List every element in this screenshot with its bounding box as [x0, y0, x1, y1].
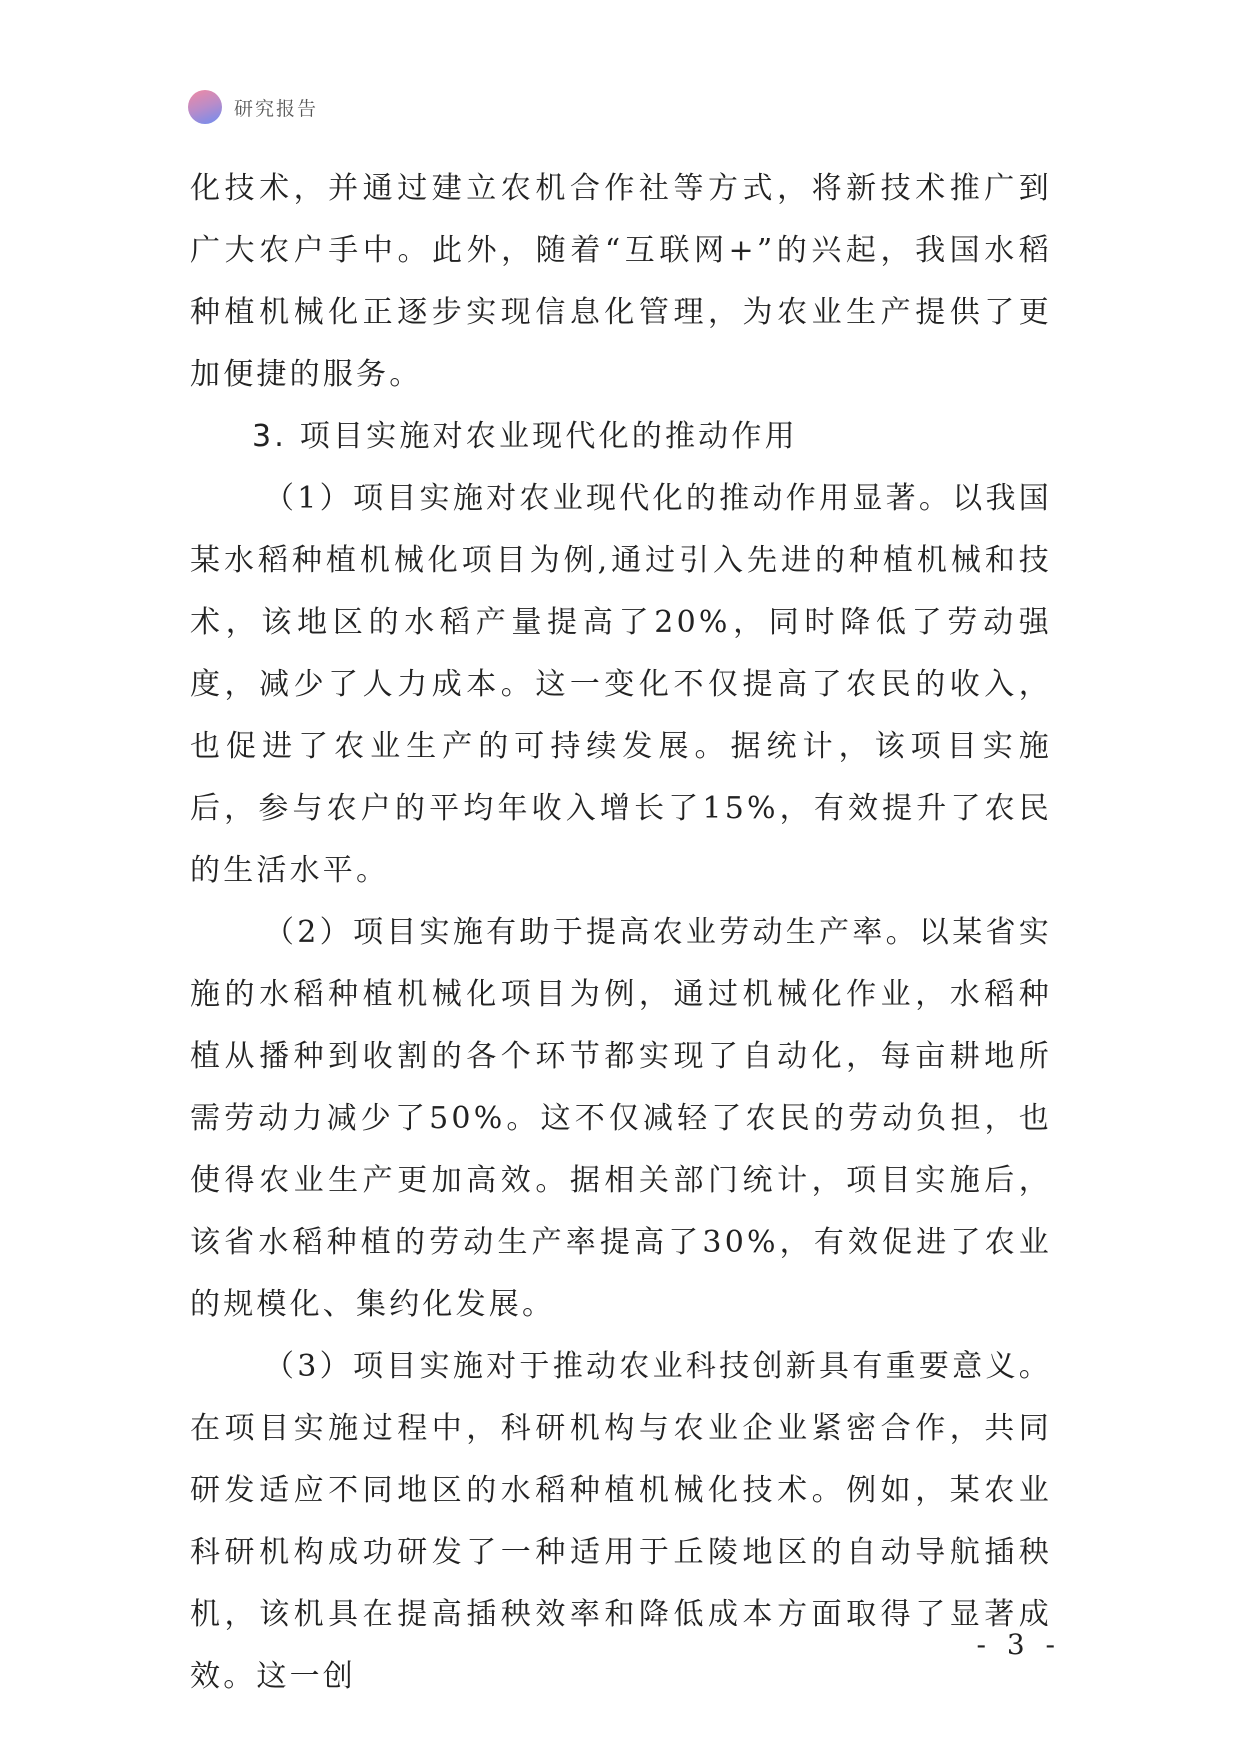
paragraph-3: （3）项目实施对于推动农业科技创新具有重要意义。在项目实施过程中，科研机构与农业企业紧密合作，共同研发适应不同地区的水稻种植机械化技术。例如，某农业科研机构成功研发了一种适用于丘陵地区的自动导航插秧机，该机具在提高插秧效率和降低成本方面取得了显著成效。这一创	[190, 1349, 1052, 1694]
header-title: 研究报告	[234, 97, 319, 120]
section-heading-text: 项目实施对农业现代化的推动作用	[299, 419, 798, 454]
paragraph-continued: 化技术，并通过建立农机合作社等方式，将新技术推广到广大农户手中。此外，随着“互联网+”的兴起，我国水稻种植机械化正逐步实现信息化管理，为农业生产提供了更加便捷的服务。	[190, 171, 1052, 392]
section-heading-number: 3.	[252, 419, 288, 454]
paragraph-2: （2）项目实施有助于提高农业劳动生产率。以某省实施的水稻种植机械化项目为例，通过机械化作业，水稻种植从播种到收割的各个环节都实现了自动化，每亩耕地所需劳动力减少了50%。这不仅减轻了农民的劳动负担，也使得农业生产更加高效。据相关部门统计，项目实施后，该省水稻种植的劳动生产率提高了30%，有效促进了农业的规模化、集约化发展。	[190, 915, 1052, 1322]
document-body	[190, 158, 1052, 1708]
paragraph-1: （1）项目实施对农业现代化的推动作用显著。以我国某水稻种植机械化项目为例,通过引入先进的种植机械和技术，该地区的水稻产量提高了20%，同时降低了劳动强度，减少了人力成本。这一变化不仅提高了农民的收入，也促进了农业生产的可持续发展。据统计，该项目实施后，参与农户的平均年收入增长了15%，有效提升了农民的生活水平。	[190, 481, 1052, 888]
logo-icon	[188, 90, 222, 124]
page-header	[188, 90, 318, 124]
page-number: - 3 -	[976, 1628, 1061, 1661]
section-heading	[190, 406, 1052, 468]
